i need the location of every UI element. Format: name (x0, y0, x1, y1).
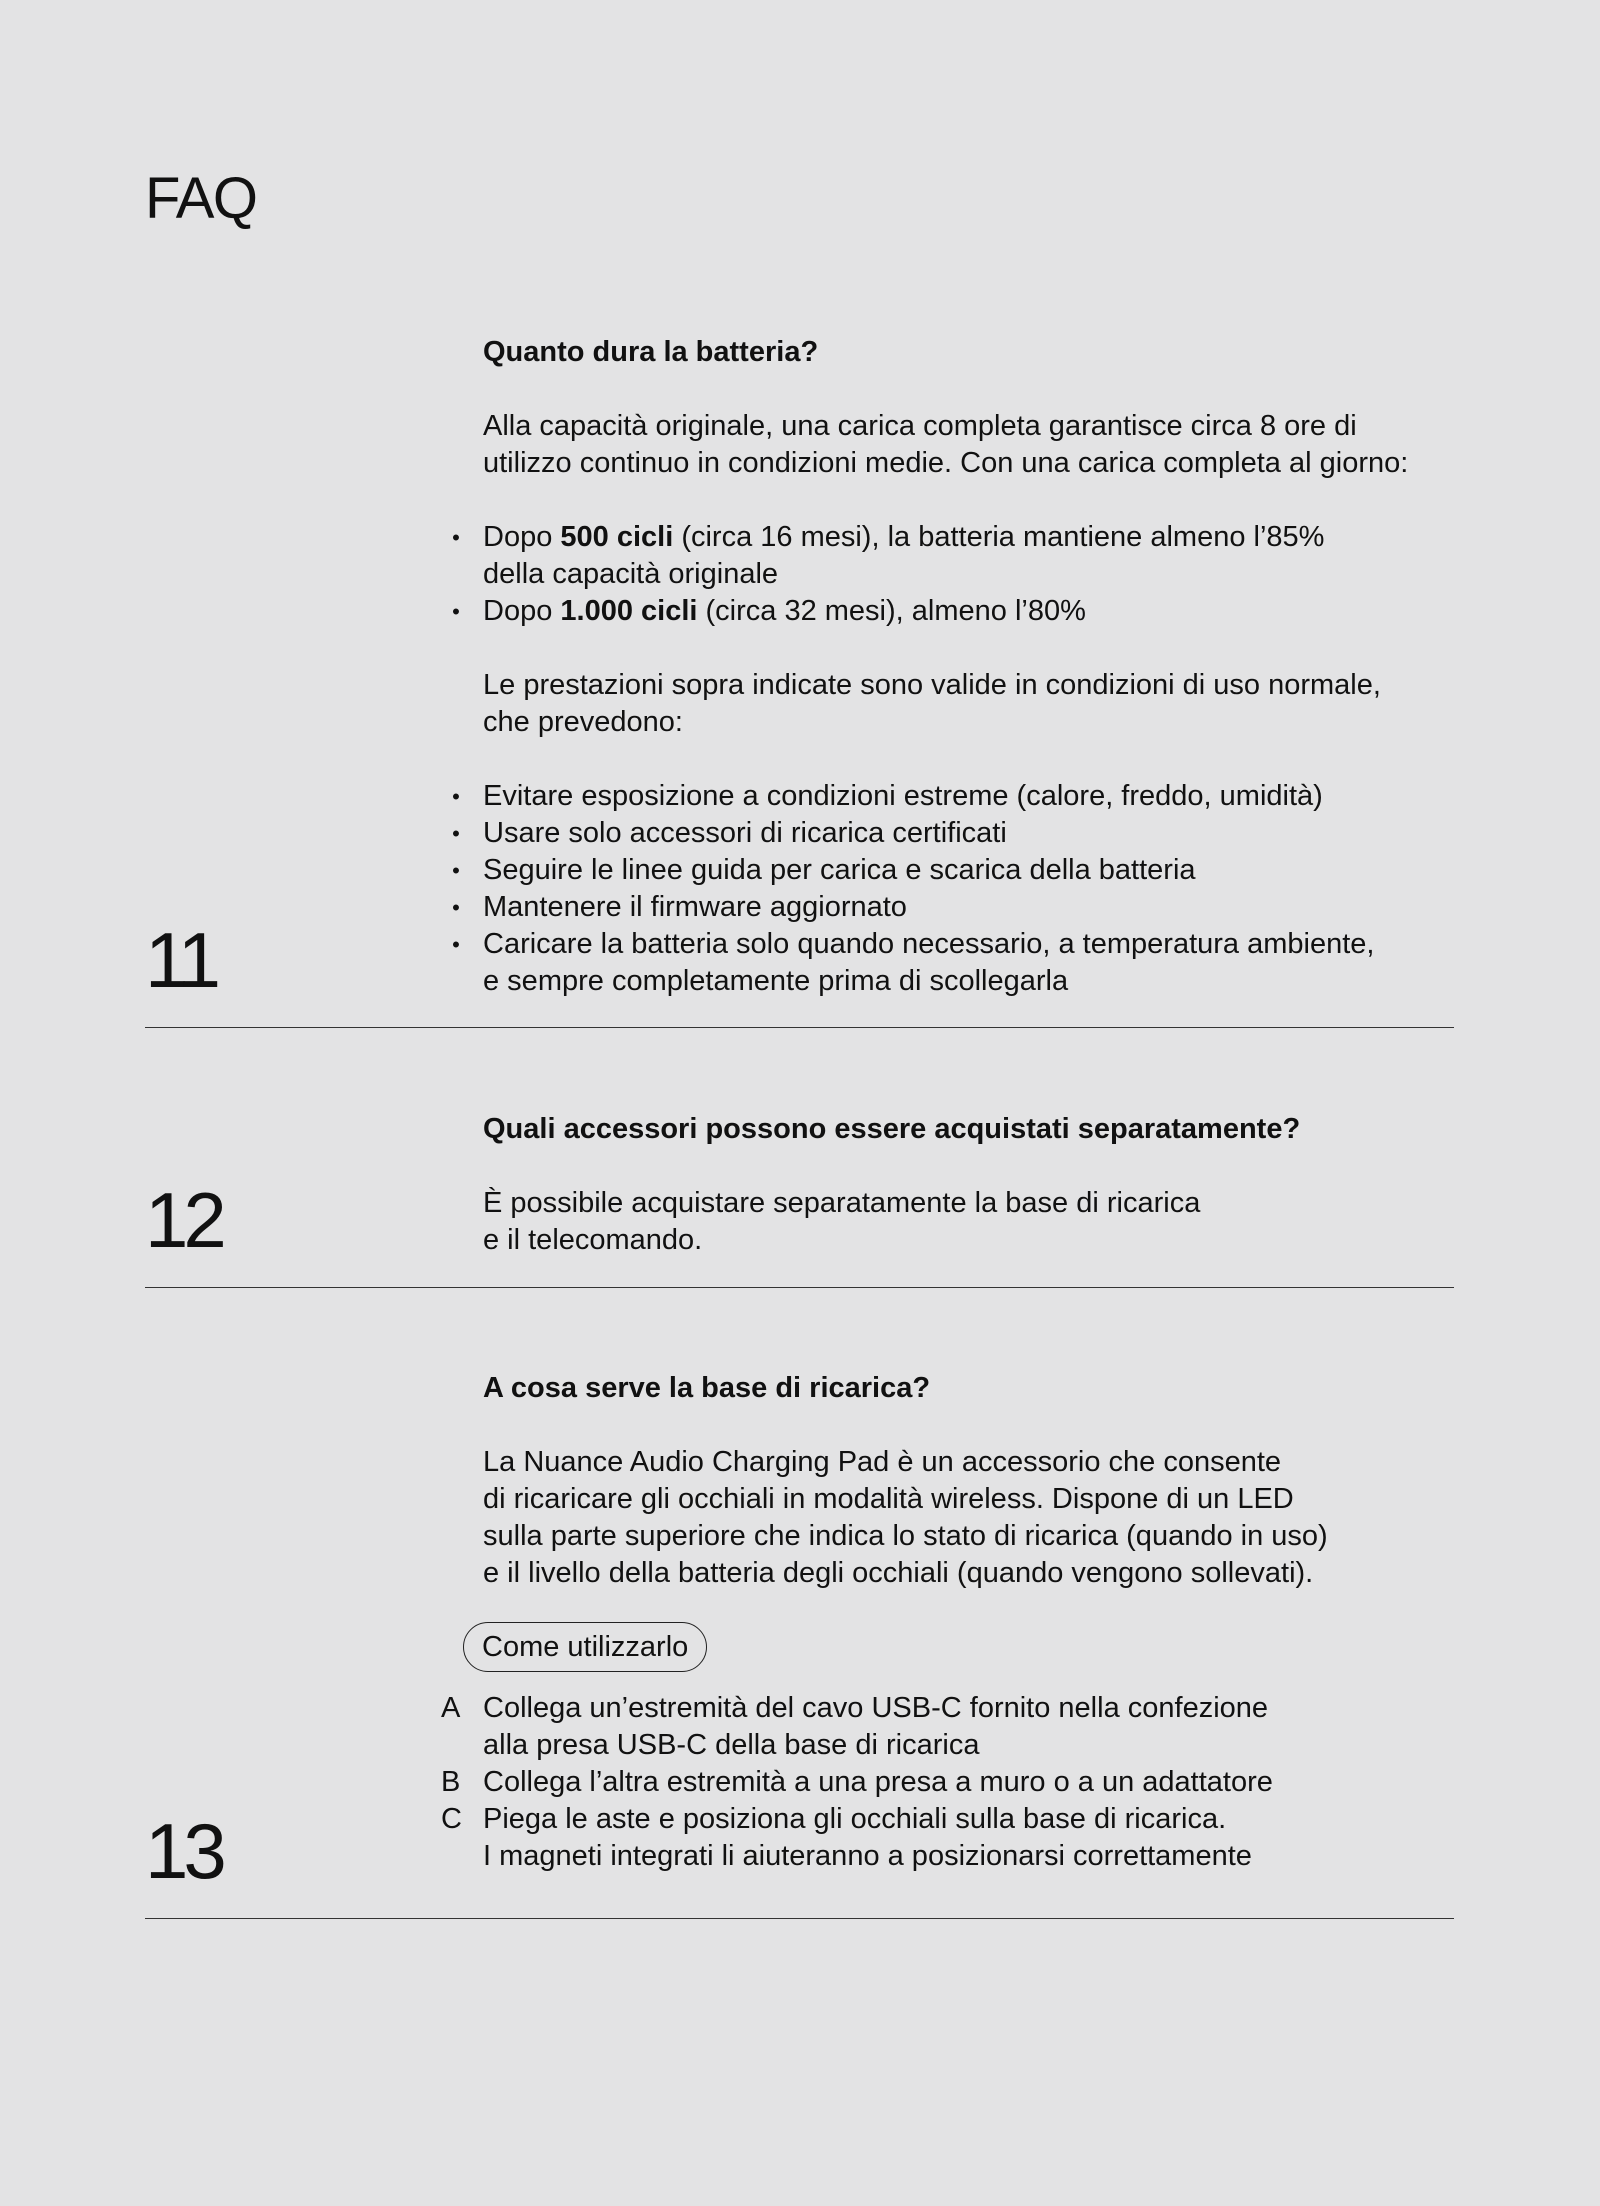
bullet-icon: • (452, 599, 460, 624)
page-title: FAQ (145, 166, 257, 231)
list-item: • Caricare la batteria solo quando necessario, a temperatura ambiente, e sempre completamente prima di scollegarla (483, 926, 1454, 1000)
step-letter: B (441, 1766, 461, 1798)
list-item: • Usare solo accessori di ricarica certificati (483, 815, 1454, 852)
bold-value: 1.000 cicli (560, 595, 698, 627)
list-item: • Dopo 1.000 cicli (circa 32 mesi), almeno l’80% (483, 593, 1454, 630)
faq-conditions-intro: Le prestazioni sopra indicate sono valide in condizioni di uso normale, che prevedono: (483, 669, 1381, 738)
faq-intro (483, 408, 1454, 482)
faq-item-12 (145, 1111, 1454, 1288)
step-item: B Collega l’altra estremità a una presa a muro o a un adattatore (483, 1764, 1454, 1801)
how-to-use-pill: Come utilizzarlo (463, 1622, 707, 1672)
faq-question: A cosa serve la base di ricarica? (483, 1372, 931, 1404)
bullet-icon: • (452, 858, 460, 883)
steps-list (441, 1690, 1454, 1875)
list-item: • Evitare esposizione a condizioni estreme (calore, freddo, umidità) (483, 778, 1454, 815)
intro-line: utilizzo continuo in condizioni medie. Con una carica completa al giorno: (483, 447, 1409, 479)
cycles-list (452, 519, 1454, 630)
faq-question: Quanto dura la batteria? (483, 336, 819, 368)
bold-value: 500 cicli (560, 521, 674, 553)
bullet-icon: • (452, 821, 460, 846)
intro-line: Alla capacità originale, una carica completa garantisce circa 8 ore di (483, 410, 1357, 442)
faq-number: 12 (145, 1176, 222, 1264)
faq-number: 11 (145, 916, 216, 1004)
faq-body (452, 334, 1454, 1000)
faq-body (441, 1370, 1454, 1875)
step-letter: A (441, 1692, 461, 1724)
bullet-icon: • (452, 784, 460, 809)
faq-number: 13 (145, 1807, 222, 1895)
faq-question: Quali accessori possono essere acquistati separatamente? (483, 1113, 1301, 1145)
step-letter: C (441, 1803, 462, 1835)
bullet-icon: • (452, 895, 460, 920)
faq-answer: La Nuance Audio Charging Pad è un accessorio che consente di ricaricare gli occhiali in modalità wireless. Dispone di un LED sulla parte superiore che indica lo stato di ricarica (quando in uso) e il livello della batteria degli occhiali (quando vengono sollevati). (483, 1446, 1328, 1589)
faq-answer: È possibile acquistare separatamente la base di ricarica e il telecomando. (483, 1187, 1201, 1256)
list-item: • Dopo 500 cicli (circa 16 mesi), la batteria mantiene almeno l’85% della capacità originale (483, 519, 1454, 593)
conditions-list (452, 778, 1454, 1000)
faq-item-11 (145, 334, 1454, 1028)
bullet-icon: • (452, 525, 460, 550)
faq-body (483, 1111, 1454, 1259)
list-item: • Seguire le linee guida per carica e scarica della batteria (483, 852, 1454, 889)
step-item: A Collega un’estremità del cavo USB-C fornito nella confezione alla presa USB-C della base di ricarica (441, 1692, 1269, 1761)
step-item: C Piega le aste e posiziona gli occhiali sulla base di ricarica. I magneti integrati li aiuteranno a posizionarsi correttamente (441, 1803, 1252, 1872)
list-item: • Mantenere il firmware aggiornato (483, 889, 1454, 926)
bullet-icon: • (452, 932, 460, 957)
faq-item-13 (145, 1370, 1454, 1919)
